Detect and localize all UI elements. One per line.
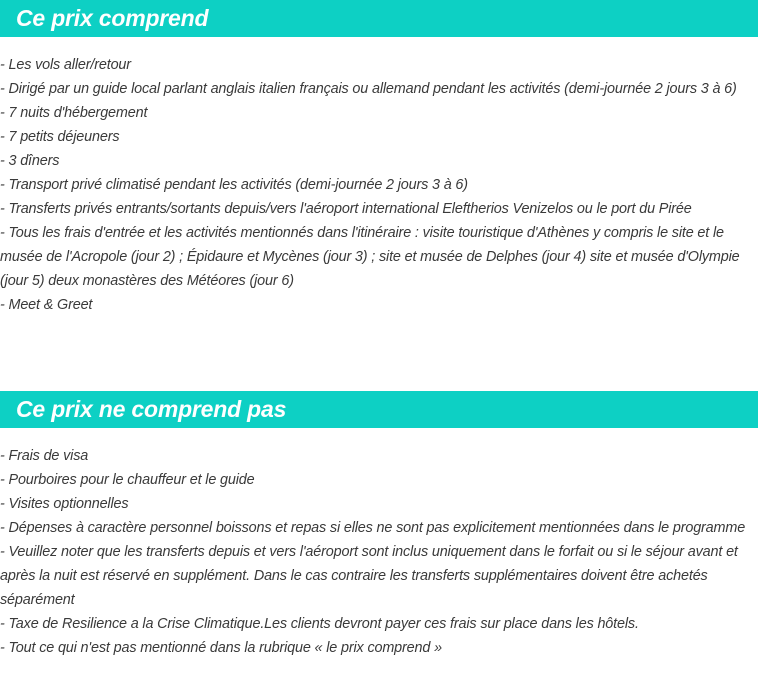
included-title: Ce prix comprend xyxy=(16,5,209,31)
excluded-list xyxy=(0,444,758,660)
list-item: - Dirigé par un guide local parlant anglais italien français ou allemand pendant les activités (demi-journée 2 jours 3 à 6) xyxy=(0,81,737,97)
list-item: - Visites optionnelles xyxy=(0,496,129,512)
list-item: - Meet & Greet xyxy=(0,297,93,313)
list-item: - Tout ce qui n'est pas mentionné dans la rubrique « le prix comprend » xyxy=(0,640,442,656)
excluded-header xyxy=(0,391,758,428)
list-item: - Taxe de Resilience a la Crise Climatique.Les clients devront payer ces frais sur place dans les hôtels. xyxy=(0,616,639,632)
list-item: - Transport privé climatisé pendant les activités (demi-journée 2 jours 3 à 6) xyxy=(0,177,468,193)
excluded-title: Ce prix ne comprend pas xyxy=(16,396,287,422)
list-item: - 7 petits déjeuners xyxy=(0,129,120,145)
included-list xyxy=(0,53,758,317)
list-item: - Veuillez noter que les transferts depuis et vers l'aéroport sont inclus uniquement dans le forfait ou si le séjour avant et après la nuit est réservé en supplément. Dans le cas contraire les transferts supplémentaires doivent être achetés séparément xyxy=(0,544,738,608)
list-item: - Dépenses à caractère personnel boissons et repas si elles ne sont pas explicitement mentionnées dans le programme xyxy=(0,520,746,536)
list-item: - 3 dîners xyxy=(0,153,60,169)
included-section xyxy=(0,0,758,37)
list-item: - Tous les frais d'entrée et les activités mentionnés dans l'itinéraire : visite touristique d'Athènes y compris le site et le musée de l'Acropole (jour 2) ; Épidaure et Mycènes (jour 3) ; site et musée de Delphes (jour 4) site et musée d'Olympie (jour 5) deux monastères des Météores (jour 6) xyxy=(0,225,740,289)
list-item: - Les vols aller/retour xyxy=(0,57,131,73)
excluded-section xyxy=(0,391,758,428)
list-item: - Frais de visa xyxy=(0,448,89,464)
included-header xyxy=(0,0,758,37)
list-item: - 7 nuits d'hébergement xyxy=(0,105,148,121)
list-item: - Pourboires pour le chauffeur et le guide xyxy=(0,472,255,488)
list-item: - Transferts privés entrants/sortants depuis/vers l'aéroport international Eleftherios Venizelos ou le port du Pirée xyxy=(0,201,692,217)
